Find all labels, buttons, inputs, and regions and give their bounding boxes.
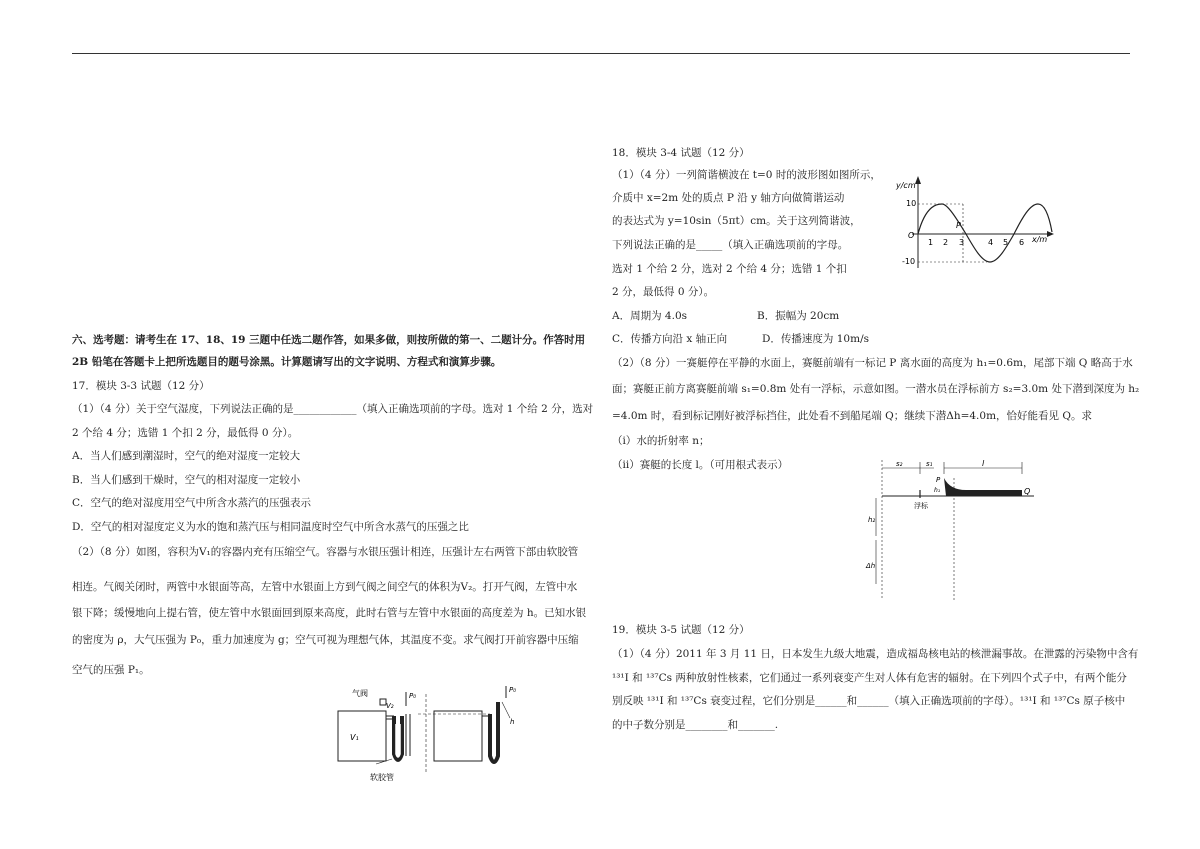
q17-title: 17．模块 3-3 试题（12 分） xyxy=(72,380,210,392)
q17-p1-line2: 2 个给 4 分；选错 1 个扣 2 分，最低得 0 分）。 xyxy=(72,427,299,439)
q19-line2: ¹³¹I 和 ¹³⁷Cs 两种放射性核素，它们通过一系列衰变产生对人体有危害的辐射。在下列四个式子中，有两个能分 xyxy=(612,672,1127,684)
q17-option-a: A．当人们感到潮湿时，空气的绝对湿度一定较大 xyxy=(72,450,301,462)
wave-tick-5: 5 xyxy=(1003,238,1009,247)
fig-valve-label: 气阀 xyxy=(352,689,368,698)
q18-p1-line4: 下列说法正确的是_____（填入正确选项前的字母。 xyxy=(612,239,849,251)
boat-h2: h₂ xyxy=(868,516,876,524)
q19-line3: 别反映 ¹³¹I 和 ¹³⁷Cs 衰变过程，它们分别是______和______（填入正确选项前的字母）。¹³¹I 和 ¹³⁷Cs 原子核中 xyxy=(612,695,1126,707)
header-rule xyxy=(72,53,1130,54)
q19-line1: （1）（4 分）2011 年 3 月 11 日，日本发生九级大地震，造成福岛核电站的核泄漏事故。在泄露的污染物中含有 xyxy=(612,648,1139,660)
q18-p1-line2: 介质中 x=2m 处的质点 P 沿 y 轴方向做简谐运动 xyxy=(612,192,845,204)
q18-p2-line1: （2）（8 分）一赛艇停在平静的水面上，赛艇前端有一标记 P 离水面的高度为 h₁=0.6m，尾部下端 Q 略高于水 xyxy=(612,357,1133,369)
q17-p2-line3: 银下降；缓慢地向上提右管，使左管中水银面回到原来高度，此时右管与左管中水银面的高度差为 h。已知水银 xyxy=(72,607,587,619)
fig-v2-label: V₂ xyxy=(386,702,394,710)
q18-sub-ii: （ii）赛艇的长度 l。（可用根式表示） xyxy=(612,459,789,471)
boat-dh: Δh xyxy=(866,562,876,570)
q18-p1-line1: （1）（4 分）一列简谐横波在 t=0 时的波形图如图所示， xyxy=(612,169,881,181)
boat-s1: s₁ xyxy=(926,460,933,468)
fig-h-label: h xyxy=(510,718,515,726)
wave-tick-1: 1 xyxy=(928,238,934,247)
boat-h1: h₁ xyxy=(934,487,941,494)
q18-p2-line3: =4.0m 时，看到标记刚好被浮标挡住，此处看不到船尾端 Q；继续下潜Δh=4.0m，恰好能看见 Q。求 xyxy=(612,410,1092,422)
boat-q: Q xyxy=(1024,487,1031,496)
q18-p2-line2: 面；赛艇正前方离赛艇前端 s₁=0.8m 处有一浮标，示意如图。一潜水员在浮标前方 s₂=3.0m 处下潜到深度为 h₂ xyxy=(612,383,1140,395)
q17-p2-line5: 空气的压强 P₁。 xyxy=(72,664,150,676)
q18-title: 18．模块 3-4 试题（12 分） xyxy=(612,147,750,159)
q18-option-d: D．传播速度为 10m/s xyxy=(762,333,869,345)
q18-p1-line3: 的表达式为 y=10sin（5πt）cm。关于这列简谐波， xyxy=(612,215,861,227)
q17-p1-line1: （1）（4 分）关于空气湿度，下列说法正确的是____________（填入正确选项前的字母。选对 1 个给 2 分，选对 xyxy=(72,403,594,415)
wave-origin: O xyxy=(908,231,915,240)
q17-option-c: C．空气的绝对湿度用空气中所含水蒸汽的压强表示 xyxy=(72,497,312,509)
wave-tick-2: 2 xyxy=(943,238,949,247)
wave-figure xyxy=(892,176,1060,270)
q17-p2-line4: 的密度为 ρ，大气压强为 P₀，重力加速度为 g；空气可视为理想气体，其温度不变。求气阀打开前容器中压缩 xyxy=(72,634,579,646)
fig-v1-label: V₁ xyxy=(350,733,359,742)
boat-figure xyxy=(862,456,1042,601)
q19-line4: 的中子数分别是________和_______. xyxy=(612,719,779,731)
section6-line2: 2B 铅笔在答题卡上把所选题目的题号涂黑。计算题请写出的文字说明、方程式和演算步骤。 xyxy=(72,356,502,368)
wave-point-p: P xyxy=(956,221,961,230)
q17-option-d: D．空气的相对湿度定义为水的饱和蒸汽压与相同温度时空气中所含水蒸气的压强之比 xyxy=(72,521,469,533)
wave-tick-3: 3 xyxy=(959,238,965,247)
q18-p1-line6: 2 分，最低得 0 分）。 xyxy=(612,286,715,298)
q17-p2-line1: （2）（8 分）如图，容积为V₁的容器内充有压缩空气。容器与水银压强计相连，压强计左右两管下部由软胶管 xyxy=(72,546,579,558)
fig-p0-right-label: P₀ xyxy=(509,686,517,694)
q17-option-b: B．当人们感到干燥时，空气的相对湿度一定较小 xyxy=(72,474,301,486)
boat-s2: s₂ xyxy=(896,460,903,468)
q18-option-a: A．周期为 4.0s xyxy=(612,310,688,322)
boat-p: P xyxy=(936,476,941,484)
fig-p0-left-label: P₀ xyxy=(409,692,417,700)
fig-hose-label: 软胶管 xyxy=(370,773,394,782)
q18-option-c: C．传播方向沿 x 轴正向 xyxy=(612,333,728,345)
q18-sub-i: （i）水的折射率 n； xyxy=(612,435,710,447)
wave-ylabel: y/cm xyxy=(896,181,916,190)
wave-y-pos: 10 xyxy=(906,199,917,208)
manometer-figure xyxy=(330,684,530,784)
q17-p2-line2: 相连。气阀关闭时，两管中水银面等高，左管中水银面上方到气阀之间空气的体积为V₂。打开气阀，左管中水 xyxy=(72,581,578,593)
wave-y-neg: -10 xyxy=(902,257,916,266)
q18-option-b: B．振幅为 20cm xyxy=(757,310,840,322)
wave-tick-4: 4 xyxy=(988,238,994,247)
wave-xlabel: x/m xyxy=(1032,235,1048,244)
boat-l: l xyxy=(982,459,985,468)
boat-buoy: 浮标 xyxy=(914,502,928,510)
q18-p1-line5: 选对 1 个给 2 分，选对 2 个给 4 分；选错 1 个扣 xyxy=(612,263,847,275)
section6-line1: 六、选考题：请考生在 17、18、19 三题中任选二题作答，如果多做，则按所做的第一、二题计分。作答时用 xyxy=(72,334,586,346)
q19-title: 19．模块 3-5 试题（12 分） xyxy=(612,624,750,636)
wave-tick-6: 6 xyxy=(1019,238,1025,247)
